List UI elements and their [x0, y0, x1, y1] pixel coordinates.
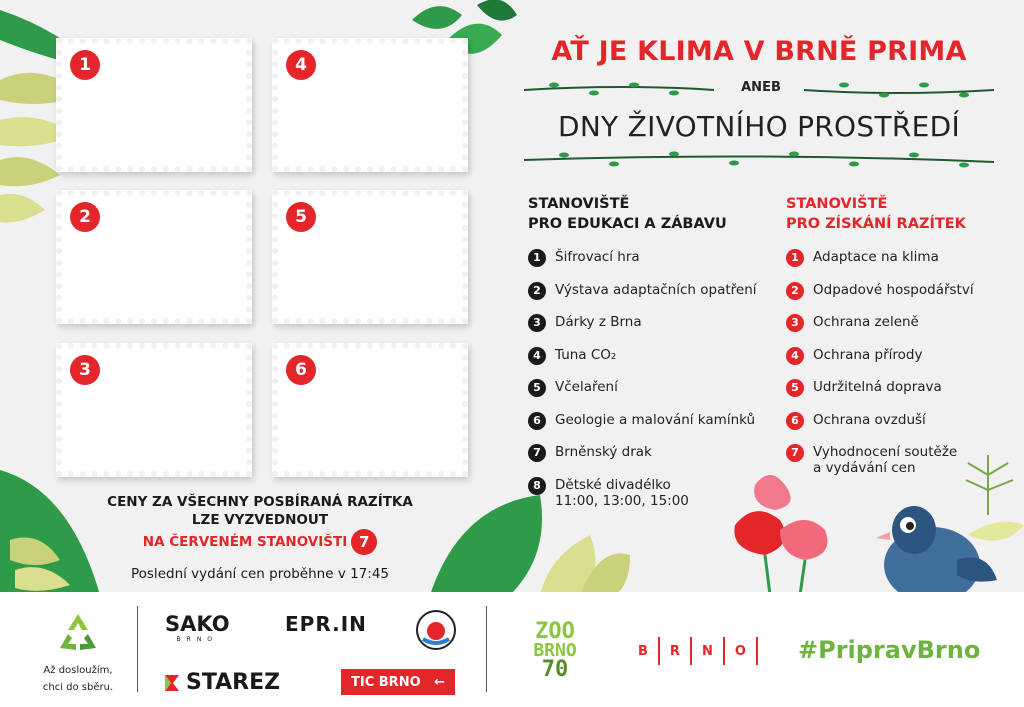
poster-title: AŤ JE KLIMA V BRNĚ PRIMA — [551, 36, 967, 67]
vine-divider-bottom-icon — [524, 150, 994, 172]
sako-logo: SAKO BRNO — [165, 612, 230, 643]
poster-subtitle: DNY ŽIVOTNÍHO PROSTŘEDÍ — [557, 110, 961, 143]
list-item: 8 Dětské divadélko 11:00, 13:00, 15:00 — [528, 477, 778, 510]
arrow-left-icon: ← — [434, 674, 445, 690]
education-list — [528, 249, 778, 509]
epr-logo: EPR.IN — [285, 612, 367, 636]
stamp-number: 5 — [286, 202, 316, 232]
list-item: 4 Ochrana přírody — [786, 347, 1006, 380]
theatre-logo-icon — [415, 609, 457, 651]
stamp-number: 6 — [286, 355, 316, 385]
list-item: 3 Dárky z Brna — [528, 314, 778, 347]
stamps-list — [786, 249, 1006, 477]
stamp-slot-5 — [272, 190, 468, 324]
list-item: 7 Brněnský drak — [528, 444, 778, 477]
leaves-bottom-left-icon — [0, 460, 110, 595]
zoo-brno-logo: ZOO BRNO 70 — [533, 619, 577, 682]
stamps-heading: STANOVIŠTĚ PRO ZÍSKÁNÍ RAZÍTEK — [786, 196, 966, 232]
list-item: 2 Výstava adaptačních opatření — [528, 282, 778, 315]
stamp-slot-3 — [56, 343, 252, 477]
starez-mark-icon — [163, 673, 181, 693]
list-item: 6 Geologie a malování kamínků — [528, 412, 778, 445]
last-prize-time: Poslední vydání cen proběhne v 17:45 — [130, 566, 390, 582]
stamp-slot-4 — [272, 38, 468, 172]
stamp-number: 1 — [70, 50, 100, 80]
hashtag: #PripravBrno — [798, 636, 981, 664]
education-heading: STANOVIŠTĚ PRO EDUKACI A ZÁBAVU — [528, 196, 727, 232]
recycle-text: Až dosloužím, chci do sběru. — [42, 665, 114, 693]
stamp-slot-2 — [56, 190, 252, 324]
leaves-bottom-center-icon — [430, 495, 630, 595]
stamp-slot-1 — [56, 38, 252, 172]
list-item: 6 Ochrana ovzduší — [786, 412, 1006, 445]
list-item: 1 Šifrovací hra — [528, 249, 778, 282]
list-item: 7 Vyhodnocení soutěže a vydávání cen — [786, 444, 1006, 477]
stamp-number: 4 — [286, 50, 316, 80]
brno-logo: B R N O — [638, 637, 758, 665]
starez-logo: STAREZ — [163, 670, 280, 695]
list-item: 2 Odpadové hospodářství — [786, 282, 1006, 315]
prize-info: CENY ZA VŠECHNY POSBÍRANÁ RAZÍTKA LZE VYZVEDNOUT NA ČERVENÉM STANOVIŠTI 7 — [100, 493, 420, 555]
stamp-number: 2 — [70, 202, 100, 232]
aneb-label: ANEB — [741, 80, 781, 95]
list-item: 5 Včelaření — [528, 379, 778, 412]
tic-brno-logo: TIC BRNO ← — [341, 669, 455, 695]
list-item: 1 Adaptace na klima — [786, 249, 1006, 282]
footer-divider-2 — [486, 606, 487, 692]
list-item: 5 Udržitelná doprava — [786, 379, 1006, 412]
list-item: 4 Tuna CO₂ — [528, 347, 778, 380]
recycle-icon — [56, 612, 100, 652]
stamp-number: 3 — [70, 355, 100, 385]
prize-badge: 7 — [351, 529, 377, 555]
list-item: 3 Ochrana zeleně — [786, 314, 1006, 347]
footer-divider-1 — [137, 606, 138, 692]
stamp-slot-6 — [272, 343, 468, 477]
